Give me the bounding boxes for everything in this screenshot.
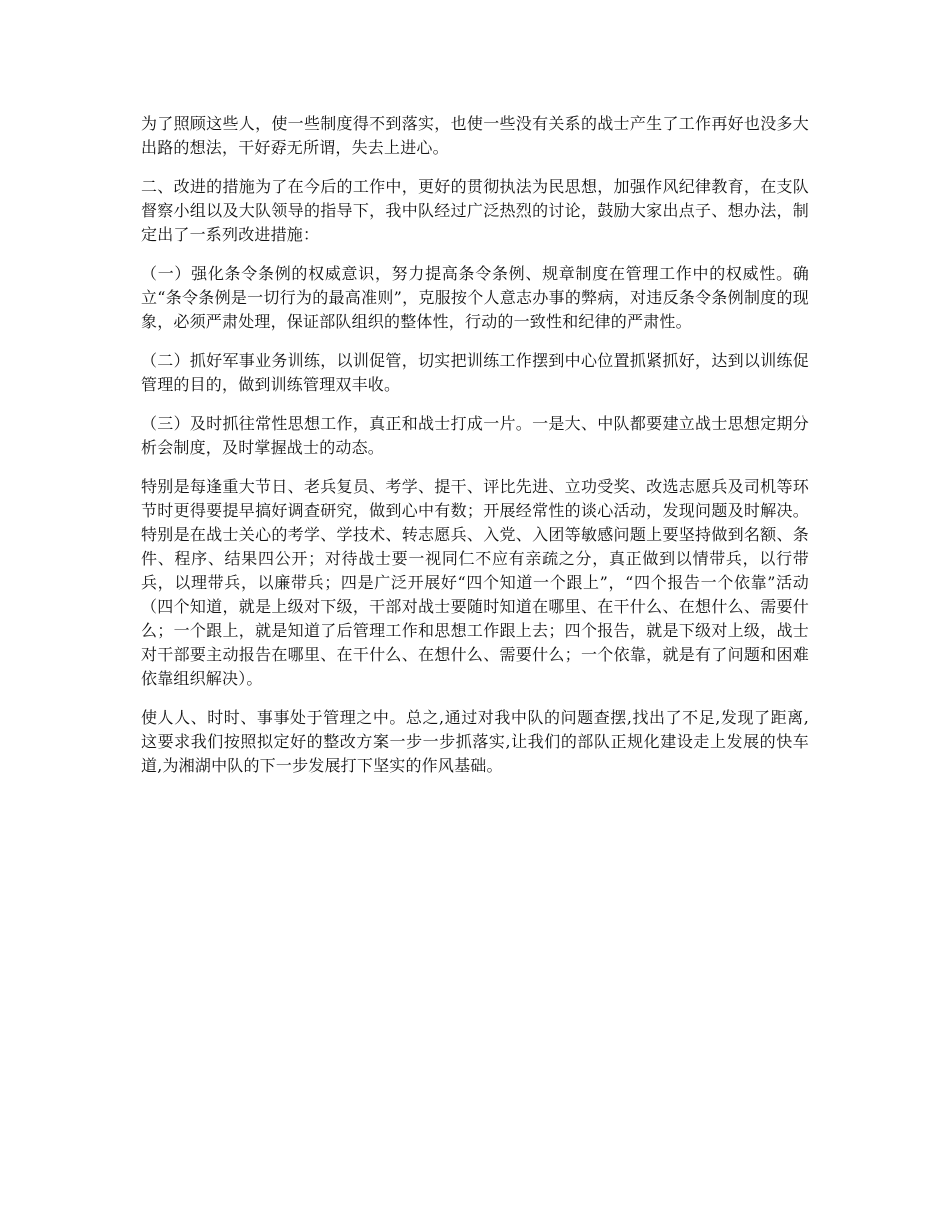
- paragraph-3: （一）强化条令条例的权威意识，努力提高条令条例、规章制度在管理工作中的权威性。确立“条令条例是一切行为的最高准则”，克服按个人意志办事的弊病，对违反条令条例制度的现象，必须严肃处理，保证部队组织的整体性，行动的一致性和纪律的严肃性。: [141, 264, 809, 331]
- paragraph-4: （二）抓好军事业务训练，以训促管，切实把训练工作摆到中心位置抓紧抓好，达到以训练促管理的目的，做到训练管理双丰收。: [141, 351, 809, 394]
- paragraph-6: 特别是每逢重大节日、老兵复员、考学、提干、评比先进、立功受奖、改选志愿兵及司机等环节时更得要提早搞好调查研究，做到心中有数；开展经常性的谈心活动，发现问题及时解决。特别是在战士关心的考学、学技术、转志愿兵、入党、入团等敏感问题上要坚持做到名额、条件、程序、结果四公开；对待战士要一视同仁不应有亲疏之分，真正做到以情带兵，以行带兵，以理带兵，以廉带兵；四是广泛开展好“四个知道一个跟上”，“四个报告一个依靠”活动（四个知道，就是上级对下级，干部对战士要随时知道在哪里、在干什么、在想什么、需要什么；一个跟上，就是知道了后管理工作和思想工作跟上去；四个报告，就是下级对上级，战士对干部要主动报告在哪里、在干什么、在想什么、需要什么；一个依靠，就是有了问题和困难依靠组织解决）。: [141, 477, 809, 688]
- paragraph-1: 为了照顾这些人，使一些制度得不到落实，也使一些没有关系的战士产生了工作再好也没多大出路的想法，干好孬无所谓，失去上进心。: [141, 114, 809, 157]
- paragraph-2: 二、改进的措施为了在今后的工作中，更好的贯彻执法为民思想，加强作风纪律教育，在支队督察小组以及大队领导的指导下，我中队经过广泛热烈的讨论，鼓励大家出点子、想办法，制定出了一系列改进措施：: [141, 177, 809, 244]
- paragraph-7: 使人人、时时、事事处于管理之中。总之,通过对我中队的问题查摆,找出了不足,发现了距离,这要求我们按照拟定好的整改方案一步一步抓落实,让我们的部队正规化建设走上发展的快车道,为湘湖中队的下一步发展打下坚实的作风基础。: [141, 708, 809, 775]
- document-body: [141, 112, 809, 793]
- paragraph-5: （三）及时抓往常性思想工作，真正和战士打成一片。一是大、中队都要建立战士思想定期分析会制度，及时掌握战士的动态。: [141, 414, 809, 457]
